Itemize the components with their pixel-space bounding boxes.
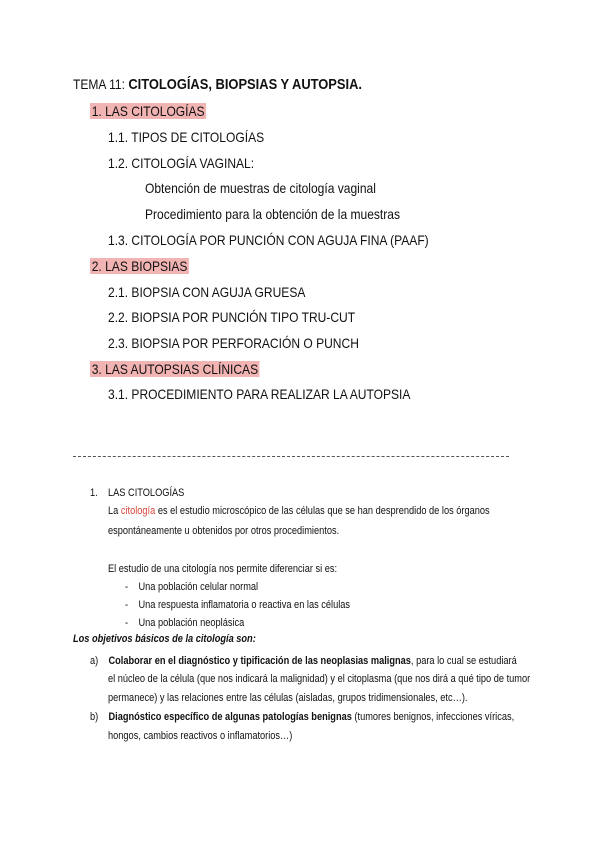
objective-item: b) Diagnóstico específico de algunas patologías benignas (tumores benignos, infecciones víricas, xyxy=(90,711,515,723)
toc-item: 2.3. BIOPSIA POR PERFORACIÓN O PUNCH xyxy=(108,335,359,351)
objective-line: permanece) y las relaciones entre las células (aisladas, grupos tridimensionales, etc…). xyxy=(108,692,468,704)
toc-item: 1.3. CITOLOGÍA POR PUNCIÓN CON AGUJA FINA (PAAF) xyxy=(108,232,429,248)
toc-item: 1.2. CITOLOGÍA VAGINAL: xyxy=(108,155,255,171)
toc-item: 3.1. PROCEDIMIENTO PARA REALIZAR LA AUTOPSIA xyxy=(108,386,411,402)
toc-item: 2.2. BIOPSIA POR PUNCIÓN TIPO TRU-CUT xyxy=(108,309,356,325)
toc-item: 1. LAS CITOLOGÍAS xyxy=(91,103,205,119)
bullet-item: - Una respuesta inflamatoria o reactiva en las células xyxy=(125,599,351,611)
objectives-heading: Los objetivos básicos de la citología son: xyxy=(73,633,256,645)
toc-item: Obtención de muestras de citología vaginal xyxy=(145,180,376,196)
toc-item: 3. LAS AUTOPSIAS CLÍNICAS xyxy=(91,361,259,377)
page-title xyxy=(73,76,362,93)
toc-item: 2.1. BIOPSIA CON AGUJA GRUESA xyxy=(108,284,306,300)
section-heading: 1. LAS CITOLOGÍAS xyxy=(90,487,185,499)
toc-item: 1.1. TIPOS DE CITOLOGÍAS xyxy=(108,129,265,145)
highlighted-term: citología xyxy=(120,505,156,517)
toc-item: 2. LAS BIOPSIAS xyxy=(91,258,188,274)
separator-line xyxy=(73,456,509,457)
bullet-item: - Una población celular normal xyxy=(125,581,259,593)
bullet-item: - Una población neoplásica xyxy=(125,617,245,629)
objective-line: hongos, cambios reactivos o inflamatorios…) xyxy=(108,730,293,742)
definition-line: espontáneamente u obtenidos por otros procedimientos. xyxy=(108,525,340,537)
title-prefix: TEMA 11: xyxy=(73,76,129,92)
objective-line: el núcleo de la célula (que nos indicará la malignidad) y el citoplasma (que nos dirá a qué tipo de tumor xyxy=(108,673,531,685)
definition-line: La citología es el estudio microscópico de las células que se han desprendido de los órganos xyxy=(108,505,490,517)
title-main: CITOLOGÍAS, BIOPSIAS Y AUTOPSIA. xyxy=(128,76,363,93)
toc-item: Procedimiento para la obtención de la muestras xyxy=(145,206,401,222)
objective-item: a) Colaborar en el diagnóstico y tipificación de las neoplasias malignas, para lo cual se estudiará xyxy=(90,655,517,667)
study-intro: El estudio de una citología nos permite diferenciar si es: xyxy=(108,563,338,575)
